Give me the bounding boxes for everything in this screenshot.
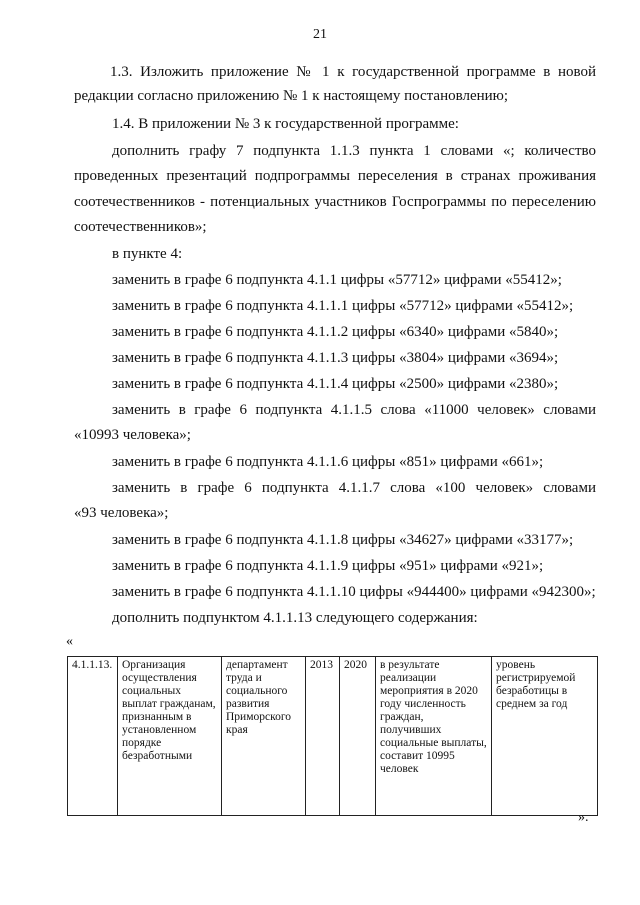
cell-year-start: 2013 <box>306 657 340 816</box>
amend-graph7-line-4: соотечественников»; <box>74 219 207 235</box>
in-point-4: в пункте 4: <box>112 246 183 262</box>
para-1-4: 1.4. В приложении № 3 к государственной программе: <box>112 116 459 132</box>
inserted-table <box>67 656 598 816</box>
replace-4-1-1-5-line-2: «10993 человека»; <box>74 427 191 443</box>
replace-4-1-1-10: заменить в графе 6 подпункта 4.1.1.10 цифры «944400» цифрами «942300»; <box>112 584 596 600</box>
amend-graph7-line-1 <box>74 143 596 159</box>
replace-4-1-1-7-line-2: «93 человека»; <box>74 505 169 521</box>
para-1-3-line-1 <box>74 64 596 80</box>
cell-measure: Организация осуществления социальных выплат гражданам, признанным в установленном порядке безработными <box>118 657 222 816</box>
replace-4-1-1: заменить в графе 6 подпункта 4.1.1 цифры «57712» цифрами «55412»; <box>112 272 562 288</box>
cell-number: 4.1.1.13. <box>68 657 118 816</box>
replace-4-1-1-8: заменить в графе 6 подпункта 4.1.1.8 цифры «34627» цифрами «33177»; <box>112 532 574 548</box>
cell-executor: департамент труда и социального развития Приморского края <box>222 657 306 816</box>
text-line: дополнить графу 7 подпункта 1.1.3 пункта 1 словами «; количество <box>112 143 596 159</box>
page-number: 21 <box>313 27 327 42</box>
cell-indicator: уровень регистрируемой безработицы в среднем за год <box>492 657 598 816</box>
replace-4-1-1-9: заменить в графе 6 подпункта 4.1.1.9 цифры «951» цифрами «921»; <box>112 558 544 574</box>
text-line: заменить в графе 6 подпункта 4.1.1.7 слова «100 человек» словами <box>112 480 596 496</box>
replace-4-1-1-3: заменить в графе 6 подпункта 4.1.1.3 цифры «3804» цифрами «3694»; <box>112 350 559 366</box>
replace-4-1-1-1: заменить в графе 6 подпункта 4.1.1.1 цифры «57712» цифрами «55412»; <box>112 298 574 314</box>
quote-close: ». <box>578 810 589 825</box>
replace-4-1-1-5-line-1 <box>74 402 596 418</box>
table-row <box>68 657 598 816</box>
amend-graph7-line-3: соотечественников - потенциальных участников Госпрограммы по переселению <box>74 194 596 210</box>
cell-result: в результате реализации мероприятия в 2020 году численность граждан, получивших социальные выплаты, составит 10995 человек <box>376 657 492 816</box>
text-line: заменить в графе 6 подпункта 4.1.1.5 слова «11000 человек» словами <box>112 402 596 418</box>
quote-open: « <box>66 634 73 649</box>
replace-4-1-1-6: заменить в графе 6 подпункта 4.1.1.6 цифры «851» цифрами «661»; <box>112 454 544 470</box>
add-4-1-1-13: дополнить подпунктом 4.1.1.13 следующего содержания: <box>112 610 478 626</box>
amend-graph7-line-2: проведенных презентаций подпрограммы переселения в странах проживания <box>74 168 596 184</box>
cell-year-end: 2020 <box>340 657 376 816</box>
para-1-3-line-2: редакции согласно приложению № 1 к настоящему постановлению; <box>74 88 509 104</box>
text-line: 1.3. Изложить приложение № 1 к государственной программе в новой <box>110 64 596 80</box>
replace-4-1-1-2: заменить в графе 6 подпункта 4.1.1.2 цифры «6340» цифрами «5840»; <box>112 324 559 340</box>
replace-4-1-1-7-line-1 <box>74 480 596 496</box>
replace-4-1-1-4: заменить в графе 6 подпункта 4.1.1.4 цифры «2500» цифрами «2380»; <box>112 376 559 392</box>
